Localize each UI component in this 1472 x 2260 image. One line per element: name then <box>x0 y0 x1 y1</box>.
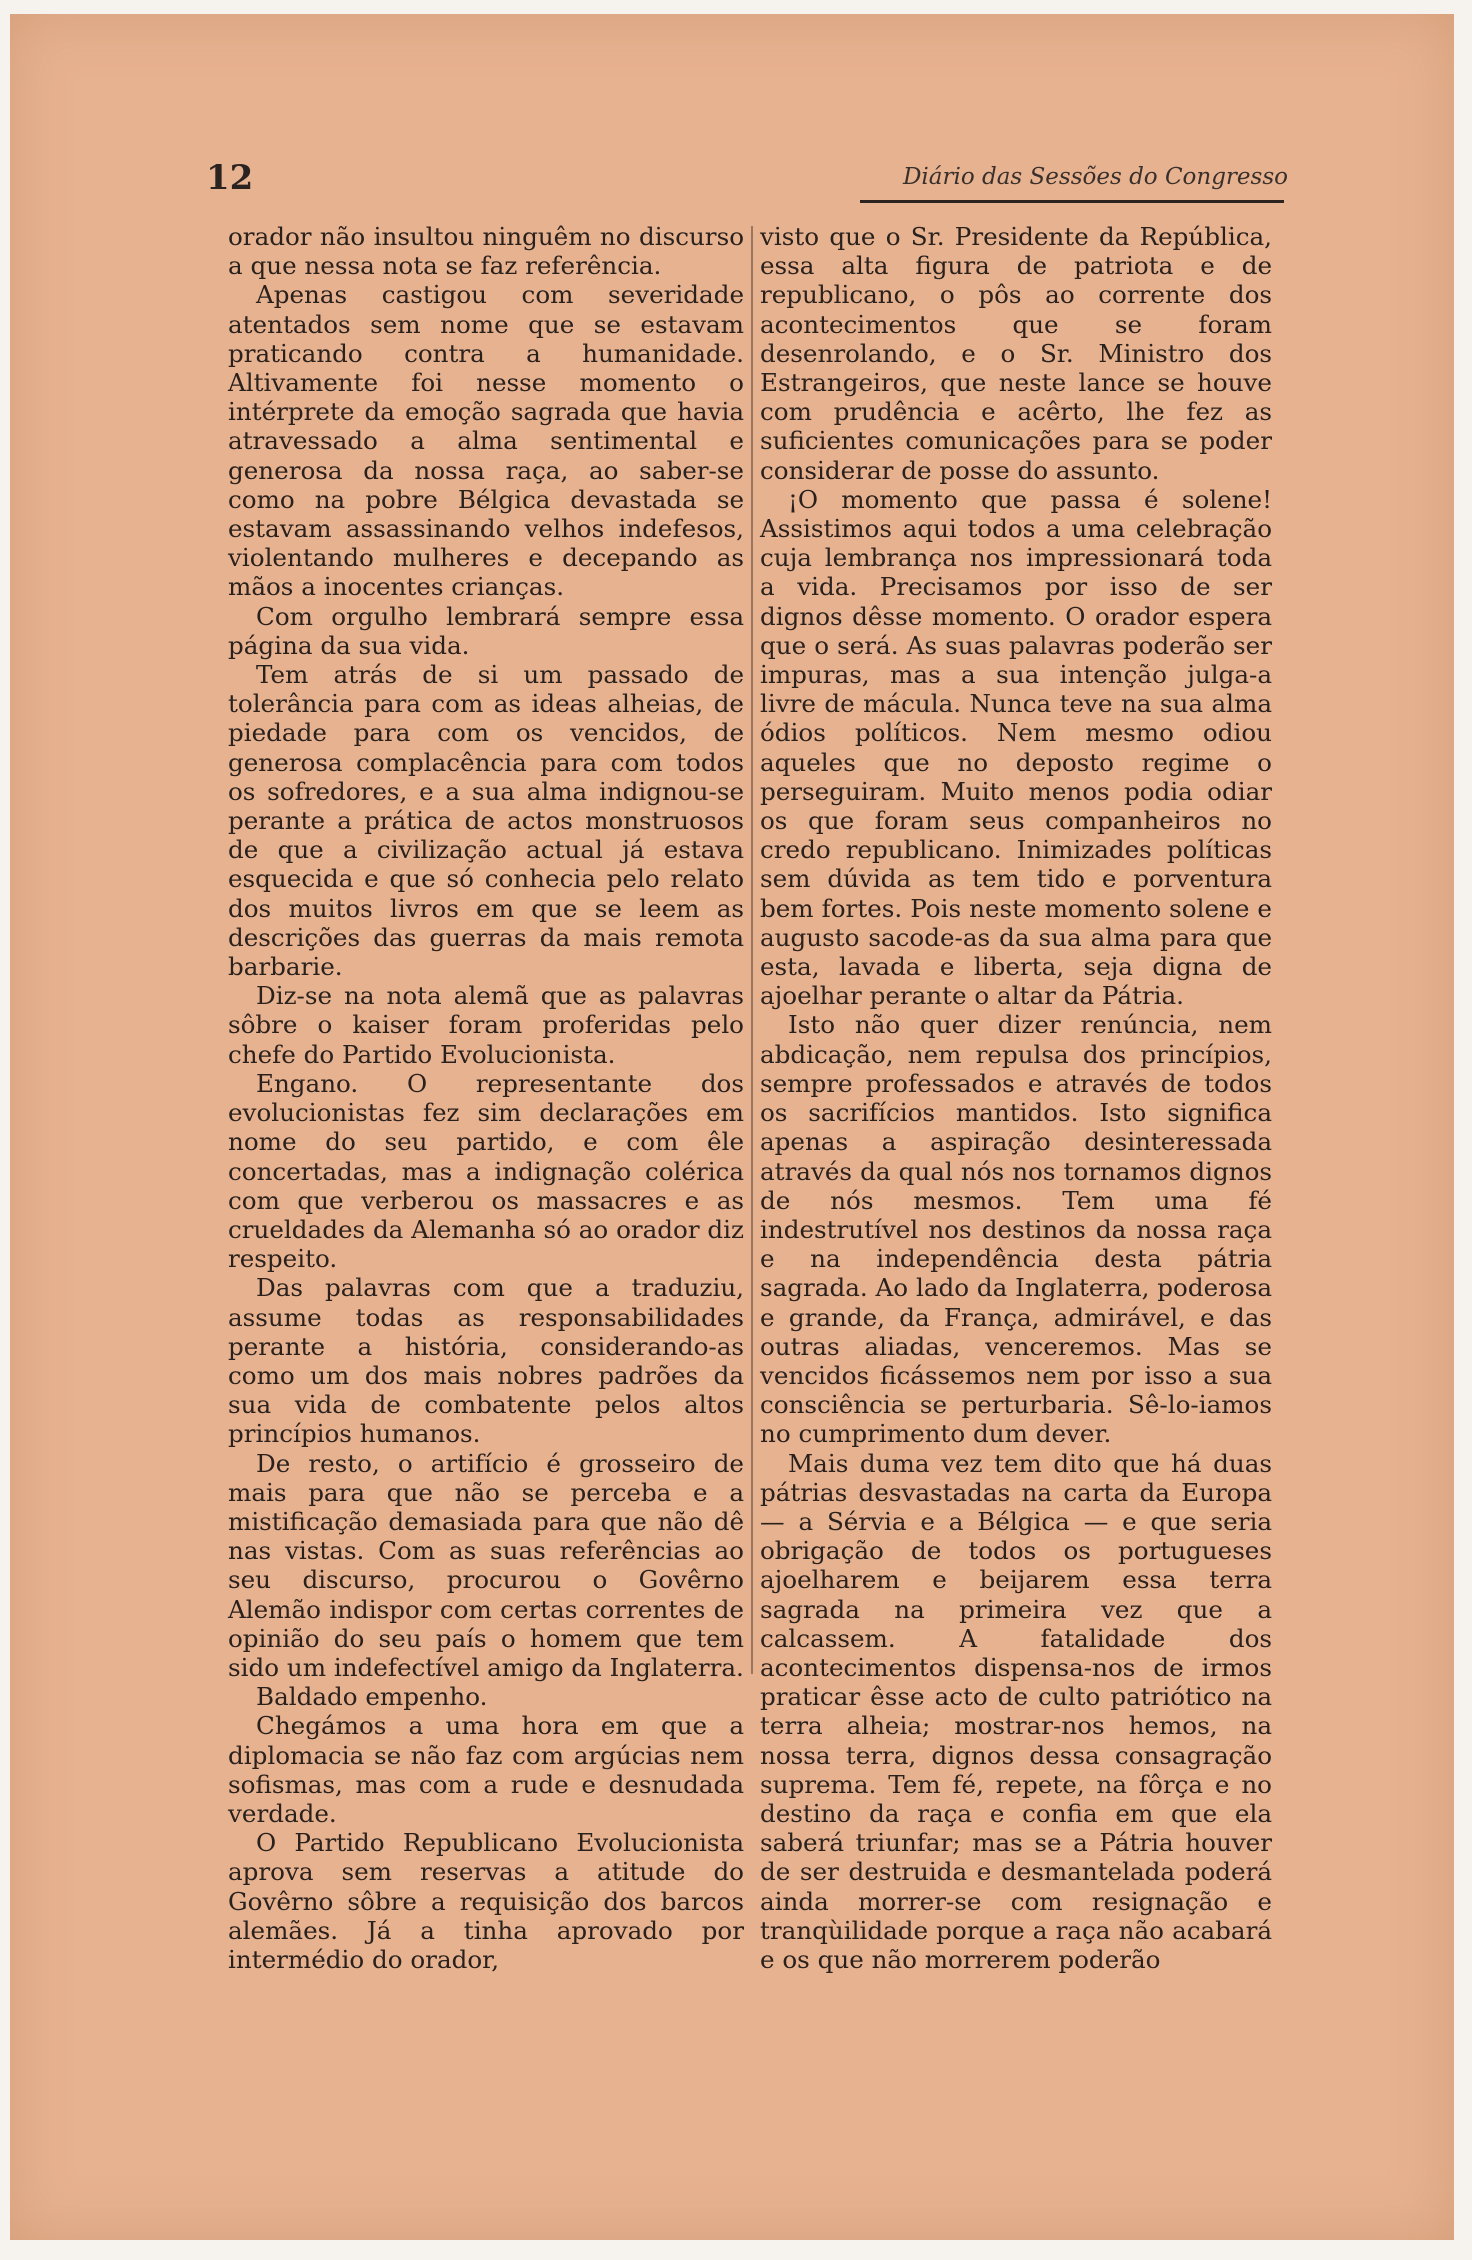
paragraph: visto que o Sr. Presidente da República, essa alta figura de patriota e de republicano, o pôs ao corrente dos acontecimentos que se foram desenrolando, e o Sr. Ministro dos Estrangeiros, que neste lance se houve com prudência e acêrto, lhe fez as suficientes comunicações para se poder considerar de posse do assunto. <box>760 222 1272 485</box>
header-rule <box>860 200 1284 203</box>
paragraph: Engano. O representante dos evolucionistas fez sim declarações em nome do seu partido, e com êle concertadas, mas a indignação colérica com que verberou os massacres e as crueldades da Alemanha só ao orador diz respeito. <box>228 1068 744 1274</box>
paragraph: Mais duma vez tem dito que há duas pátrias desvastadas na carta da Europa — a Sérvia e a Bélgica — e que seria obrigação de todos os portugueses ajoelharem e beijarem essa terra sagrada na primeira vez que a calcassem. A fatalidade dos acontecimentos dispensa-nos de irmos praticar êsse acto de culto patriótico na terra alheia; mostrar-nos hemos, na nossa terra, dignos dessa consagração suprema. Tem fé, repete, na fôrça e no destino da raça e confia em que ela saberá triunfar; mas se a Pátria houver de ser destruida e desmantelada poderá ainda morrer-se com resignação e tranqùilidade porque a raça não acabará e os que não morrerem poderão <box>760 1448 1272 1974</box>
paragraph: ¡O momento que passa é solene! Assistimos aqui todos a uma celebração cuja lembrança nos impressionará toda a vida. Precisamos por isso de ser dignos dêsse momento. O orador espera que o será. As suas palavras poderão ser impuras, mas a sua intenção julga-a livre de mácula. Nunca teve na sua alma ódios políticos. Nem mesmo odiou aqueles que no deposto regime o perseguiram. Muito menos podia odiar os que foram seus companheiros no credo republicano. Inimizades políticas sem dúvida as tem tido e porventura bem fortes. Pois neste momento solene e augusto sacode-as da sua alma para que esta, lavada e liberta, seja digna de ajoelhar perante o altar da Pátria. <box>760 484 1272 1011</box>
paragraph: De resto, o artifício é grosseiro de mais para que não se perceba e a mistificação demasiada para que não dê nas vistas. Com as suas referências ao seu discurso, procurou o Govêrno Alemão indispor com certas correntes de opinião do seu país o homem que tem sido um indefectível amigo da Inglaterra. <box>228 1448 744 1682</box>
running-title: Diário das Sessões do Congresso <box>902 164 1288 190</box>
paragraph: Tem atrás de si um passado de tolerância para com as ideas alheias, de piedade para com os vencidos, de generosa complacência para com todos os sofredores, e a sua alma indignou-se perante a prática de actos monstruosos de que a civilização actual já estava esquecida e que só conhecia pelo relato dos muitos livros em que se leem as descrições das guerras da mais remota barbarie. <box>228 660 744 982</box>
page-number: 12 <box>206 158 254 198</box>
left-column <box>228 222 744 1974</box>
paragraph: orador não insultou ninguêm no discurso a que nessa nota se faz referência. <box>228 222 744 281</box>
right-column <box>760 222 1272 1974</box>
paragraph: Chegámos a uma hora em que a diplomacia se não faz com argúcias nem sofismas, mas com a rude e desnudada verdade. <box>228 1711 744 1828</box>
paragraph: Com orgulho lembrará sempre essa página da sua vida. <box>228 601 744 660</box>
paragraph: Isto não quer dizer renúncia, nem abdicação, nem repulsa dos princípios, sempre professados e através de todos os sacrifícios mantidos. Isto significa apenas a aspiração desinteressada através da qual nós nos tornamos dignos de nós mesmos. Tem uma fé indestrutível nos destinos da nossa raça e na independência desta pátria sagrada. Ao lado da Inglaterra, poderosa e grande, da França, admirável, e das outras aliadas, venceremos. Mas se vencidos ficássemos nem por isso a sua consciência se perturbaria. Sê-lo-iamos no cumprimento dum dever. <box>760 1010 1272 1449</box>
column-divider <box>751 226 753 1674</box>
paragraph: Apenas castigou com severidade atentados sem nome que se estavam praticando contra a humanidade. Altivamente foi nesse momento o intérprete da emoção sagrada que havia atravessado a alma sentimental e generosa da nossa raça, ao saber-se como na pobre Bélgica devastada se estavam assassinando velhos indefesos, violentando mulheres e decepando as mãos a inocentes crianças. <box>228 280 744 602</box>
paragraph: Diz-se na nota alemã que as palavras sôbre o kaiser foram proferidas pelo chefe do Partido Evolucionista. <box>228 981 744 1069</box>
paragraph: O Partido Republicano Evolucionista aprova sem reservas a atitude do Govêrno sôbre a requisição dos barcos alemães. Já a tinha aprovado por intermédio do orador, <box>228 1828 744 1974</box>
page-header <box>200 158 1288 198</box>
paragraph: Das palavras com que a traduziu, assume todas as responsabilidades perante a história, considerando-as como um dos mais nobres padrões da sua vida de combatente pelos altos princípios humanos. <box>228 1273 744 1449</box>
paragraph: Baldado empenho. <box>256 1682 488 1712</box>
